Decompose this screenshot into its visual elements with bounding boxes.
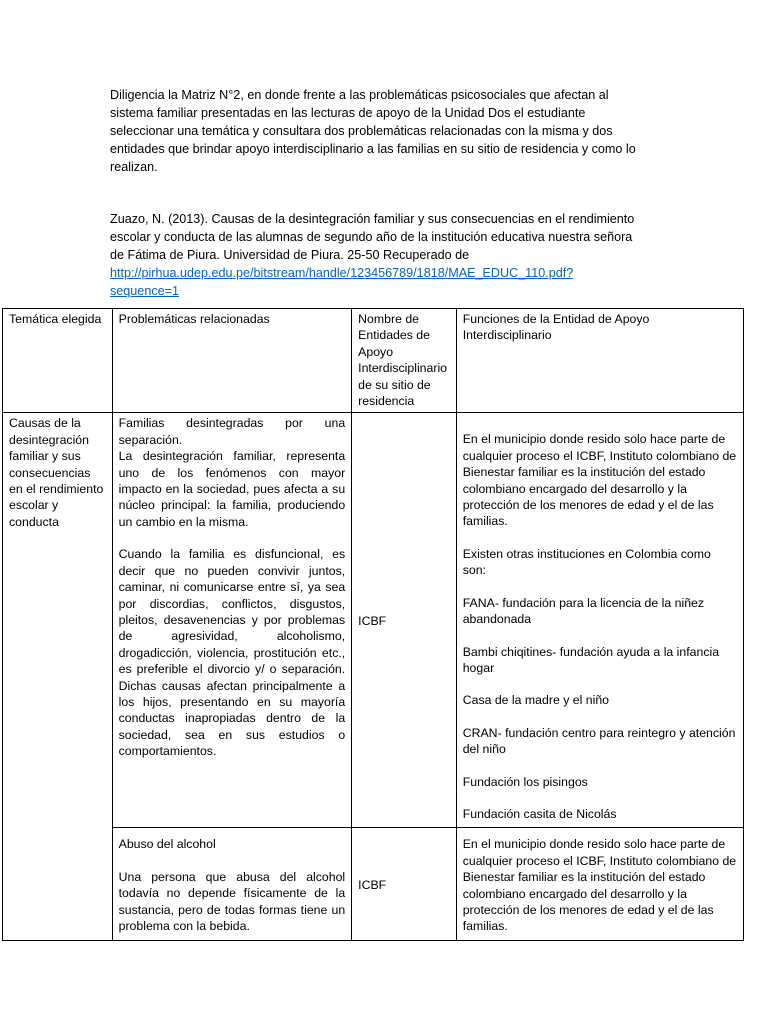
instructions-line: seleccionar una temática y consultara dos problemáticas relacionadas con la misma y dos [110,124,613,138]
function-item: Bambi chiqitines- fundación ayuda a la infancia hogar [462,644,720,675]
functions-cell [456,828,743,941]
function-item: FANA- fundación para la licencia de la niñez abandonada [462,595,705,627]
header-entidades: Nombre de Entidades de Apoyo Interdisciplinario de su sitio de residencia [352,309,457,413]
problem-cell [112,413,352,828]
instructions-line: sistema familiar presentadas en las lecturas de apoyo de la Unidad Dos el estudiante [110,106,586,120]
table-header-row [3,309,744,413]
instructions-line: entidades que brindar apoyo interdisciplinario a las familias en su sitio de residencia y como lo [110,142,636,156]
function-item: Existen otras instituciones en Colombia como son: [462,546,711,578]
instructions-line: Diligencia la Matriz N°2, en donde frente a las problemáticas psicosociales que afectan al [110,88,609,102]
header-tematica: Temática elegida [3,309,113,413]
problem-paragraph: La desintegración familiar, representa uno de los fenómenos con mayor impacto en la sociedad, pues afecta a su núcleo principal: la familia, produciendo un cambio en la misma. [118,449,346,529]
reference-line: escolar y conducta de las alumnas de segundo año de la institución educativa nuestra señora [110,230,633,244]
reference-link[interactable] [110,264,670,300]
function-item: Casa de la madre y el niño [462,693,609,708]
tematica-cell: Causas de la desintegración familiar y sus consecuencias en el rendimiento escolar y conducta [3,413,113,941]
table-row [3,828,744,941]
header-funciones: Funciones de la Entidad de Apoyo Interdisciplinario [456,309,743,413]
function-item: Fundación casita de Nicolás [462,806,617,821]
reference-line: Zuazo, N. (2013). Causas de la desintegración familiar y sus consecuencias en el rendimiento [110,212,635,226]
functions-cell [456,413,743,828]
entity-cell: ICBF [352,413,457,828]
instructions-paragraph [110,86,670,176]
reference-link-line[interactable]: http://pirhua.udep.edu.pe/bitstream/handle/123456789/1818/MAE_EDUC_110.pdf? [110,266,574,280]
function-item: En el municipio donde resido solo hace parte de cualquier proceso el ICBF, Instituto colombiano de Bienestar familiar es la institución del estado colombiano encargado del desarrollo y la protección de los menores de edad y el de las familias. [462,837,737,934]
problem-paragraph: Una persona que abusa del alcohol todavía no depende físicamente de la sustancia, pero de todas formas tiene un problema con la bebida. [118,869,346,934]
problem-title: Familias desintegradas por una separación. [118,416,346,447]
matrix-table [2,308,744,941]
function-item: En el municipio donde resido solo hace parte de cualquier proceso el ICBF, Instituto colombiano de Bienestar familiar es la institución del estado colombiano encargado del desarrollo y la protección de los menores de edad y el de las familias. [462,432,737,529]
function-item: Fundación los pisingos [462,774,588,789]
problem-cell [112,828,352,941]
table-row [3,413,744,828]
reference-paragraph [110,210,670,300]
header-problematicas: Problemáticas relacionadas [112,309,352,413]
function-item: CRAN- fundación centro para reintegro y atención del niño [462,725,736,757]
problem-paragraph: Cuando la familia es disfuncional, es decir que no pueden convivir juntos, caminar, ni comunicarse entre sí, ya sea por discordias, conflictos, disgustos, pleitos, desavenencias y por problemas de agresividad, alcoholismo, drogadicción, violencia, prostitución etc., es preferible el divorcio y/ o separación. Dichas causas afectan principalmente a los hijos, presentando en su mayoría conductas inapropiadas dentro de la sociedad, sea en sus estudios o comportamientos. [118,547,346,759]
problem-title: Abuso del alcohol [118,837,216,852]
reference-line: de Fátima de Piura. Universidad de Piura. 25-50 Recuperado de [110,248,470,262]
instructions-line: realizan. [110,160,158,174]
reference-link-line[interactable]: sequence=1 [110,284,179,298]
entity-cell: ICBF [352,828,457,941]
